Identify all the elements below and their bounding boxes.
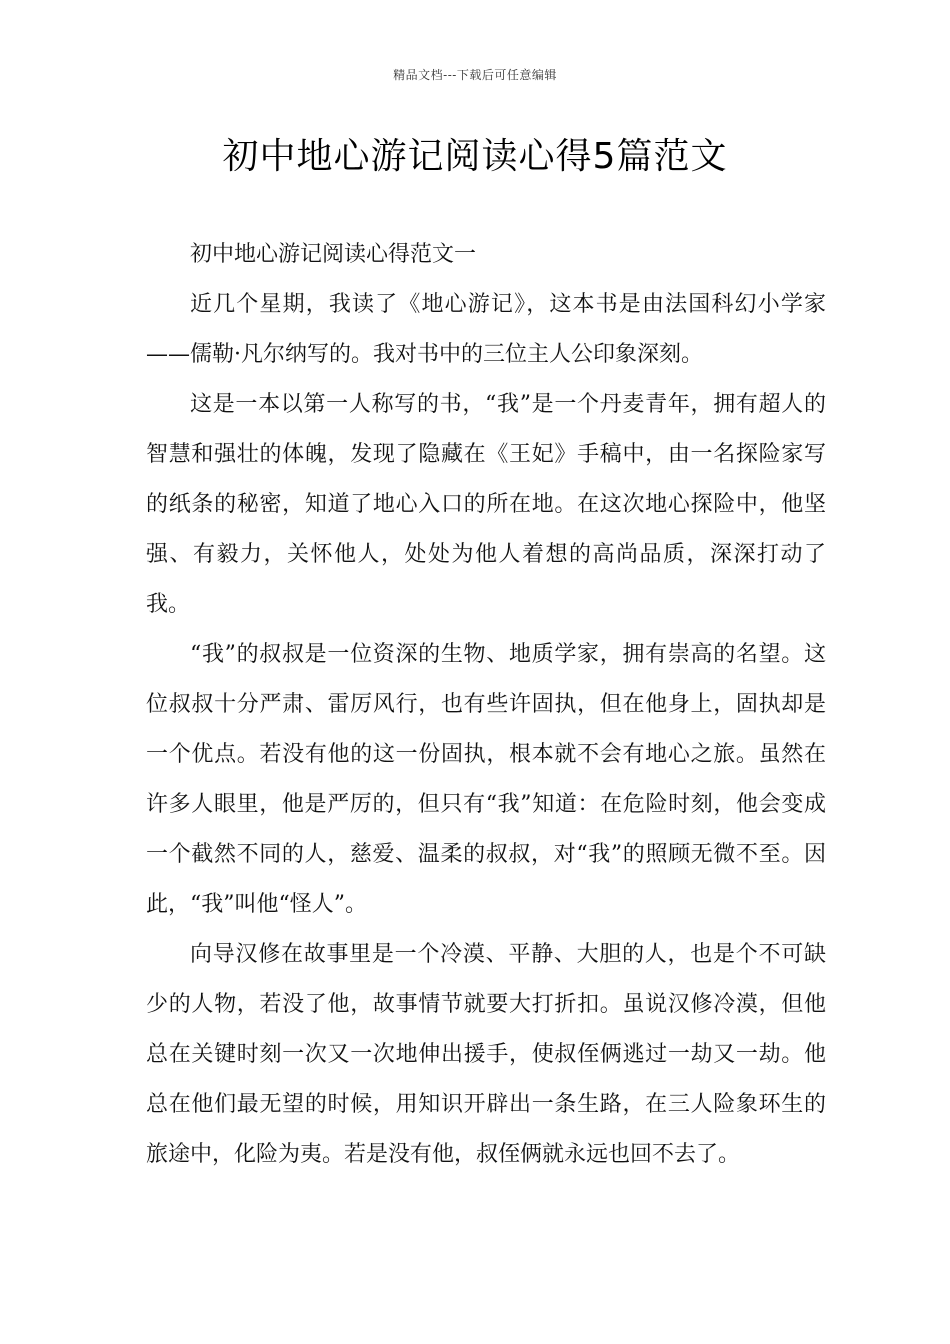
header-note: 精品文档---下载后可任意编辑 [393,68,557,82]
section-heading: 初中地心游记阅读心得范文一 [190,242,477,267]
body-paragraph: 近几个星期，我读了《地心游记》，这本书是由法国科幻小学家——儒勒·凡尔纳写的。我对书中的三位主人公印象深刻。 [146,292,826,367]
body-paragraph: “我”的叔叔是一位资深的生物、地质学家，拥有崇高的名望。这位叔叔十分严肃、雷厉风行，也有些许固执，但在他身上，固执却是一个优点。若没有他的这一份固执，根本就不会有地心之旅。虽然在许多人眼里，他是严厉的，但只有“我”知道：在危险时刻，他会变成一个截然不同的人，慈爱、温柔的叔叔，对“我”的照顾无微不至。因此，“我”叫他“怪人”。 [146,642,826,917]
document-title: 初中地心游记阅读心得5篇范文 [222,136,728,177]
body-paragraph: 这是一本以第一人称写的书，“我”是一个丹麦青年，拥有超人的智慧和强壮的体魄，发现了隐藏在《王妃》手稿中，由一名探险家写的纸条的秘密，知道了地心入口的所在地。在这次地心探险中，他坚强、有毅力，关怀他人，处处为他人着想的高尚品质，深深打动了我。 [146,392,826,617]
document-body [146,230,826,1180]
body-paragraph: 向导汉修在故事里是一个冷漠、平静、大胆的人，也是个不可缺少的人物，若没了他，故事情节就要大打折扣。虽说汉修冷漠，但他总在关键时刻一次又一次地伸出援手，使叔侄俩逃过一劫又一劫。他总在他们最无望的时候，用知识开辟出一条生路，在三人险象环生的旅途中，化险为夷。若是没有他，叔侄俩就永远也回不去了。 [146,942,826,1167]
